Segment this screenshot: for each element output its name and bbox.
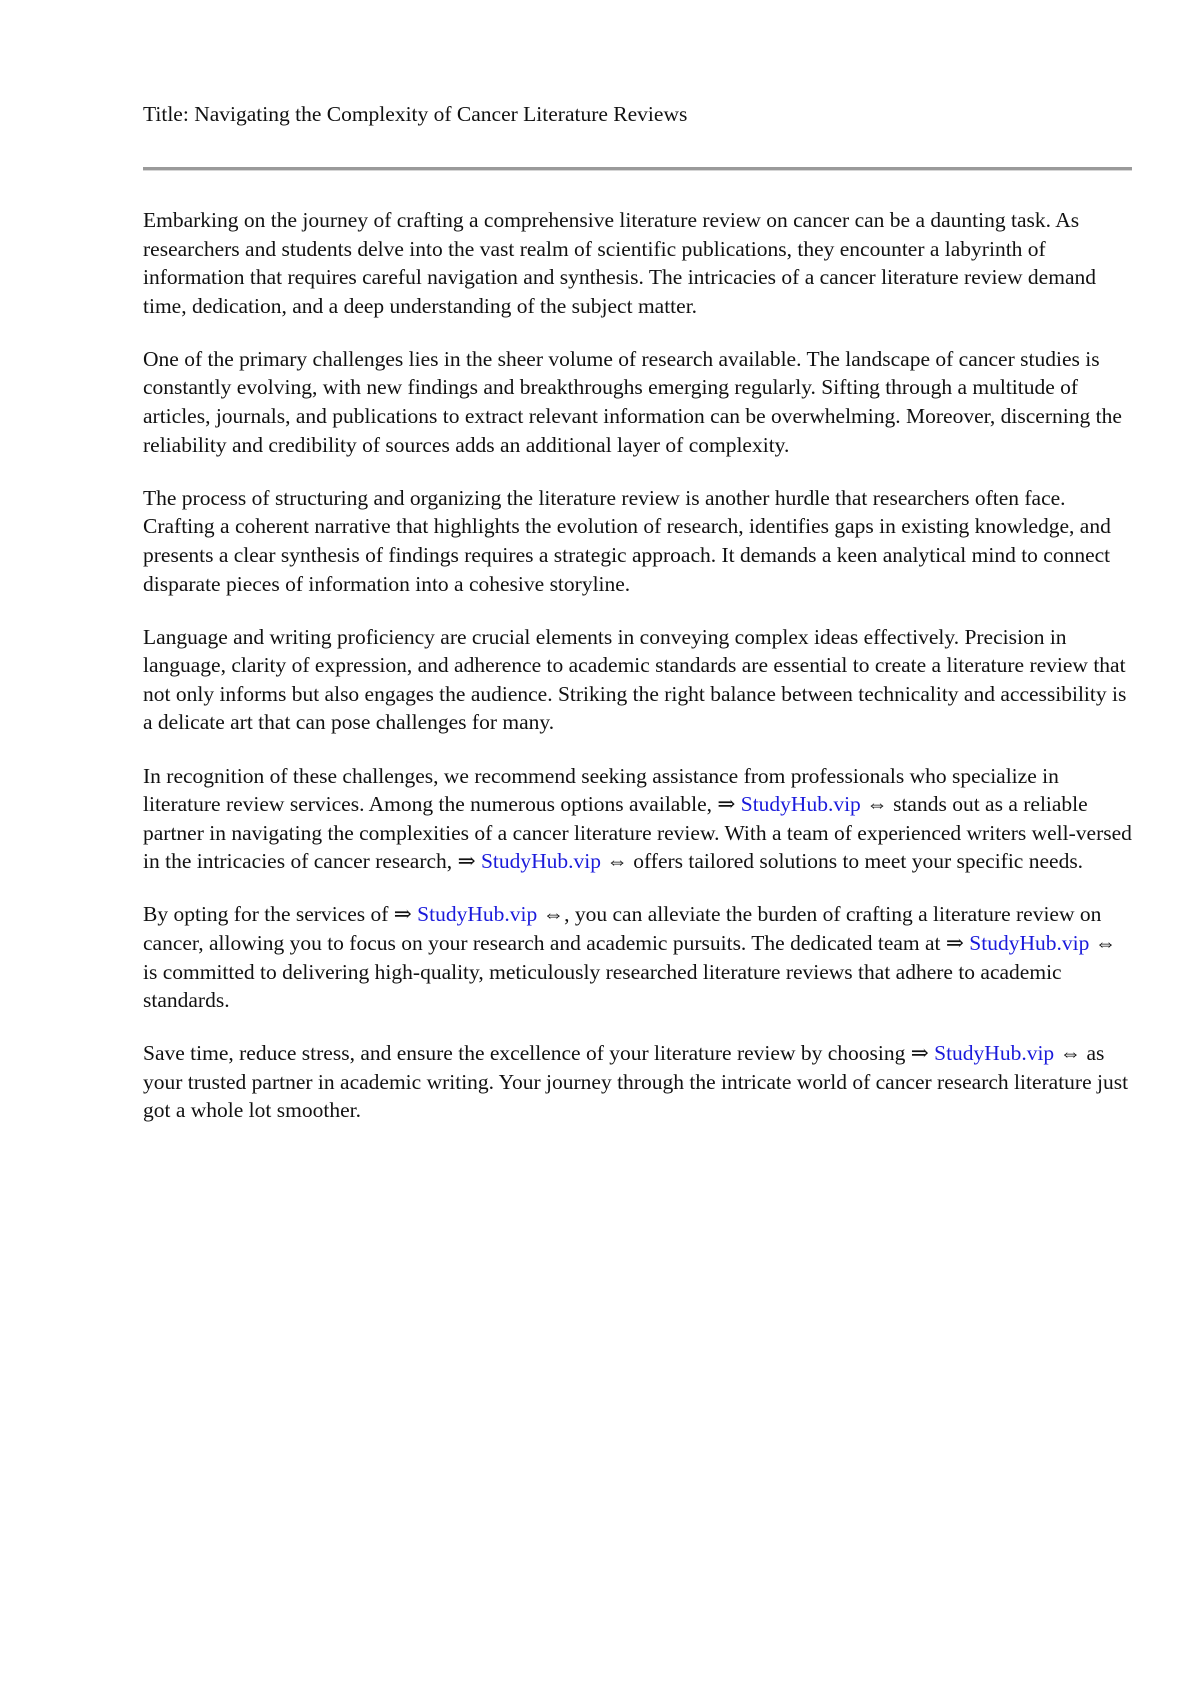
paragraph-text: is committed to delivering high-quality, meticulously researched literature reviews that adhere to academic standards.: [143, 959, 1062, 1013]
document-body: [143, 206, 1135, 1150]
paragraph-text: In recognition of these challenges, we recommend seeking assistance from professionals who specialize in literature review services. Among the numerous options available,: [143, 763, 1059, 817]
studyhub-link[interactable]: StudyHub.vip: [740, 792, 861, 817]
paragraph-text: stands out as a reliable partner in navigating the complexities of a cancer literature review. With a team of experienced writers well-versed in the intricacies of cancer research,: [143, 792, 1132, 874]
arrow-right-icon: ⇒: [717, 792, 736, 817]
arrow-right-icon: ⇒: [945, 930, 964, 955]
paragraph-text: offers tailored solutions to meet your specific needs.: [627, 849, 1084, 874]
arrow-both-icon: ⇔: [866, 792, 888, 817]
arrow-both-icon: ⇔: [606, 849, 628, 874]
arrow-both-icon: ⇔: [1059, 1041, 1082, 1066]
paragraph-conclusion: [143, 1039, 1135, 1125]
paragraph-text: , you can alleviate the burden of crafting a literature review on cancer, allowing you to focus on your research and academic pursuits. The dedicated team at: [143, 902, 1102, 955]
paragraph-intro: Embarking on the journey of crafting a comprehensive literature review on cancer can be a daunting task. As researchers and students delve into the vast realm of scientific publications, they encounter a labyrinth of information that requires careful navigation and synthesis. The intricacies of a cancer literature review demand time, dedication, and a deep understanding of the subject matter.: [143, 208, 1096, 318]
paragraph-recommendation: [143, 762, 1135, 876]
paragraph-services: [143, 900, 1135, 1014]
studyhub-link[interactable]: StudyHub.vip: [417, 902, 538, 927]
studyhub-link[interactable]: StudyHub.vip: [480, 849, 602, 874]
horizontal-divider: [143, 167, 1132, 171]
arrow-both-icon: ⇔: [542, 902, 565, 927]
paragraph-volume: One of the primary challenges lies in the sheer volume of research available. The landscape of cancer studies is constantly evolving, with new findings and breakthroughs emerging regularly. Sifting through a multitude of articles, journals, and publications to extract relevant information can be overwhelming. Moreover, discerning the reliability and credibility of sources adds an additional layer of complexity.: [143, 346, 1122, 457]
paragraph-language: Language and writing proficiency are crucial elements in conveying complex ideas effectively. Precision in language, clarity of expression, and adherence to academic standards are essential to create a literature review that not only informs but also engages the audience. Striking the right balance between technicality and accessibility is a delicate art that can pose challenges for many.: [143, 624, 1127, 735]
arrow-right-icon: ⇒: [910, 1041, 929, 1066]
paragraph-text: as your trusted partner in academic writing. Your journey through the intricate world of cancer research literature just got a whole lot smoother.: [143, 1041, 1129, 1123]
paragraph-text: By opting for the services of: [143, 902, 394, 927]
arrow-both-icon: ⇔: [1094, 930, 1117, 955]
studyhub-link[interactable]: StudyHub.vip: [934, 1041, 1055, 1066]
paragraph-text: Save time, reduce stress, and ensure the excellence of your literature review by choosing: [143, 1041, 911, 1066]
arrow-right-icon: ⇒: [457, 849, 476, 874]
document-title: Title: Navigating the Complexity of Cancer Literature Reviews: [143, 102, 688, 126]
studyhub-link[interactable]: StudyHub.vip: [969, 930, 1090, 955]
arrow-right-icon: ⇒: [393, 902, 412, 927]
paragraph-structure: The process of structuring and organizing the literature review is another hurdle that researchers often face. Crafting a coherent narrative that highlights the evolution of research, identifies gaps in existing knowledge, and presents a clear synthesis of findings requires a strategic approach. It demands a keen analytical mind to connect disparate pieces of information into a cohesive storyline.: [143, 485, 1111, 596]
